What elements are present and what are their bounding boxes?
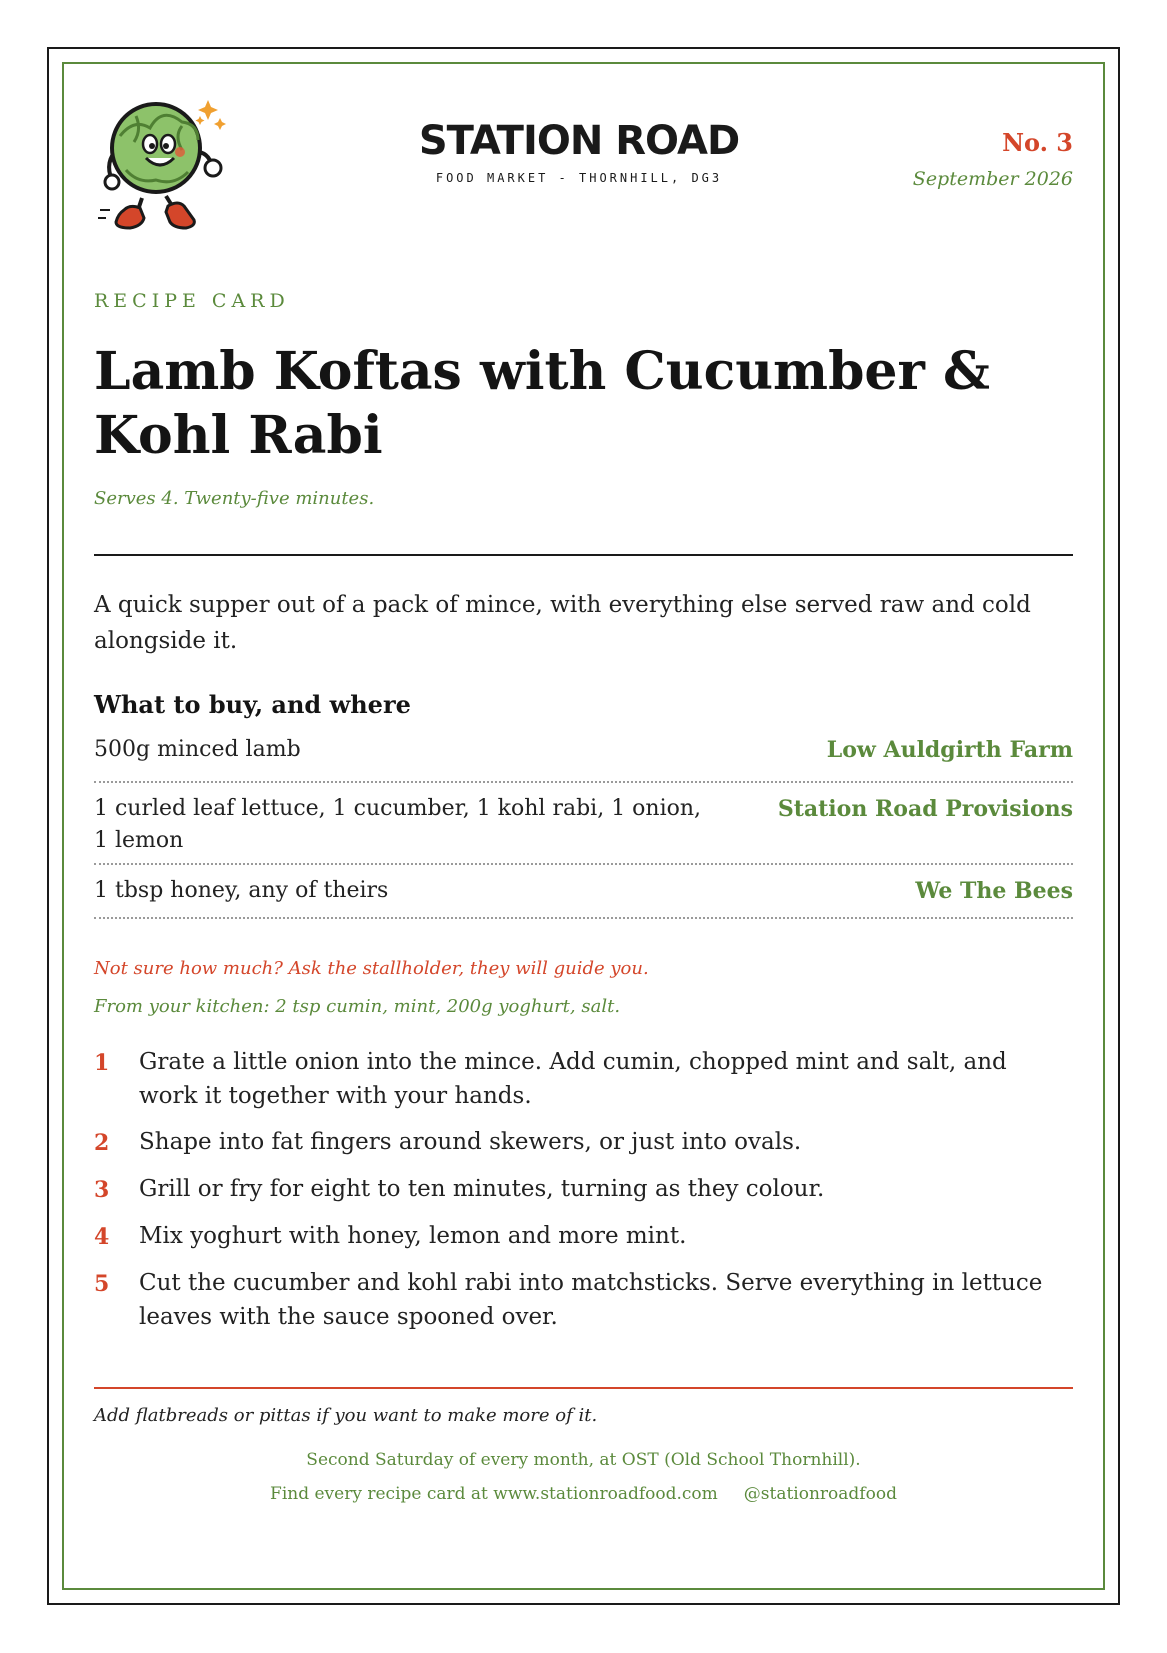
shopping-item: 1 tbsp honey, any of theirs [94,878,389,903]
recipe-subtitle: Serves 4. Twenty-five minutes. [94,488,375,509]
step-text: Grate a little onion into the mince. Add cumin, chopped mint and salt, and work it together with your hands. [139,1049,1007,1109]
step-text: Cut the cucumber and kohl rabi into matchsticks. Serve everything in lettuce leaves with the sauce spooned over. [139,1270,1043,1330]
step-number: 5 [94,1271,110,1297]
recipe-title: Lamb Koftas with Cucumber & Kohl Rabi [94,341,990,466]
recipe-intro: A quick supper out of a pack of mince, with everything else served raw and cold alongside it. [94,592,1031,654]
step-text: Shape into fat fingers around skewers, or just into ovals. [139,1129,802,1155]
issue-block [913,128,1073,190]
shopping-row [94,783,1073,865]
divider [94,554,1073,556]
shopping-stall: Station Road Provisions [777,796,1073,822]
step-number: 3 [94,1177,110,1203]
shopping-list [94,728,1073,919]
step-number: 2 [94,1130,110,1156]
method-steps [94,1045,1073,1334]
footer-divider [94,1387,1073,1389]
method-step [94,1266,1073,1334]
lettuce-mascot-icon [96,86,228,234]
shopping-row [94,728,1073,783]
shopping-stall: We The Bees [915,878,1073,904]
step-number: 1 [94,1050,110,1076]
footer-links [94,1477,1073,1511]
market-schedule: Second Saturday of every month, at OST (Old School Thornhill). [306,1450,861,1470]
note-ask-stallholder: Not sure how much? Ask the stallholder, they will guide you. [94,958,649,979]
social-handle[interactable]: @stationroadfood [743,1484,897,1504]
recipe-kicker: RECIPE CARD [94,290,290,312]
shopping-item: 500g minced lamb [94,737,301,762]
method-step [94,1172,1073,1207]
note-from-kitchen: From your kitchen: 2 tsp cumin, mint, 200g yoghurt, salt. [94,996,621,1017]
method-step [94,1045,1073,1113]
brand-title: STATION ROAD [418,118,740,164]
brand-subtitle: FOOD MARKET - THORNHILL, DG3 [435,171,723,185]
shopping-row [94,865,1073,919]
shopping-stall: Low Auldgirth Farm [826,737,1073,763]
step-text: Grill or fry for eight to ten minutes, turning as they colour. [139,1176,825,1202]
method-step [94,1219,1073,1254]
issue-number: No. 3 [1002,128,1073,157]
serving-tip: Add flatbreads or pittas if you want to make more of it. [94,1405,598,1426]
issue-date: September 2026 [912,168,1073,190]
recipe-card [94,62,1073,1590]
website-link[interactable]: Find every recipe card at www.stationroadfood.com [270,1484,718,1504]
step-number: 4 [94,1224,110,1250]
footer [94,1443,1073,1511]
shopping-item: 1 curled leaf lettuce, 1 cucumber, 1 kohl rabi, 1 onion, 1 lemon [94,796,702,853]
method-step [94,1125,1073,1160]
buy-heading: What to buy, and where [94,690,411,719]
brand-block [344,117,814,185]
step-text: Mix yoghurt with honey, lemon and more mint. [139,1223,687,1249]
